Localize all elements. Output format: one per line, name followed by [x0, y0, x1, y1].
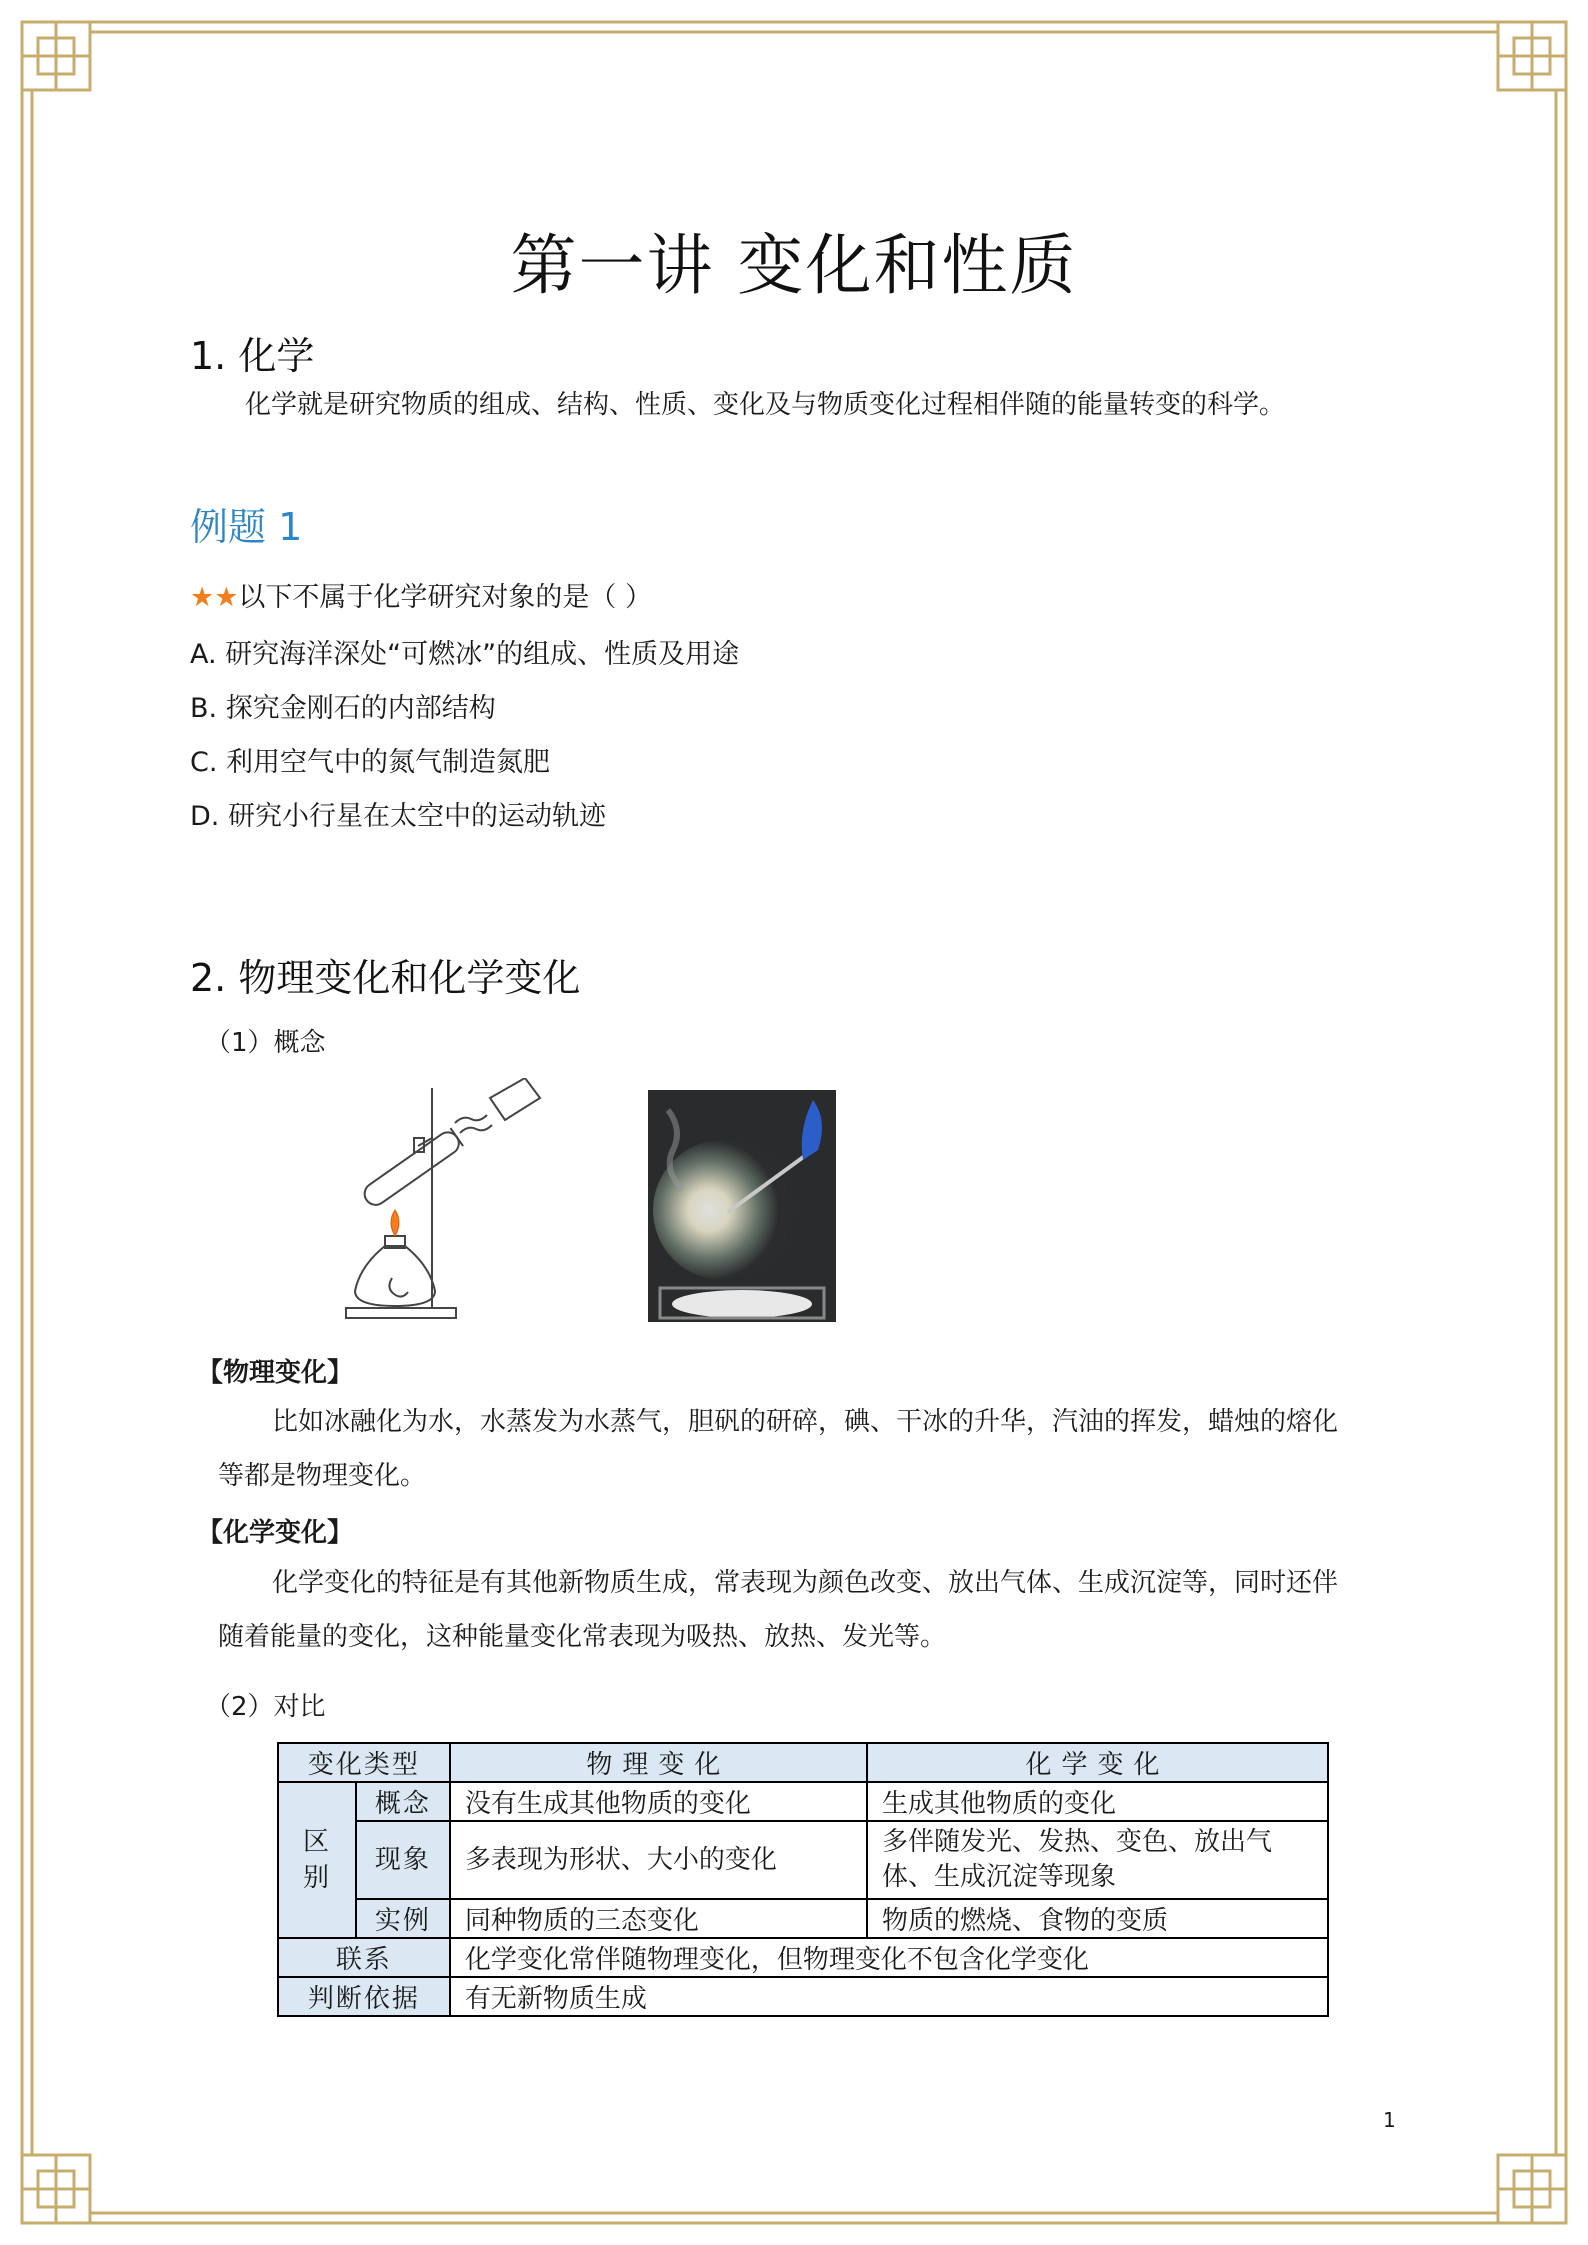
chemical-change-text-line1: 化学变化的特征是有其他新物质生成，常表现为颜色改变、放出气体、生成沉淀等，同时还伴	[272, 1568, 1339, 1598]
row-label-phenomenon: 现象	[356, 1821, 450, 1899]
example-heading: 例题 1	[190, 505, 303, 549]
cell-basis: 有无新物质生成	[450, 1977, 1328, 2016]
table-row	[278, 1938, 1328, 1977]
page-number: 1	[1383, 2108, 1396, 2132]
difficulty-stars: ★★	[190, 582, 239, 613]
chemical-change-label: 【化学变化】	[197, 1518, 354, 1548]
chemical-phenomenon-line1: 多伴随发光、发热、变色、放出气	[881, 1827, 1272, 1857]
example-question	[190, 578, 652, 618]
group-label-line1: 区	[302, 1827, 331, 1857]
comparison-table	[277, 1742, 1329, 2017]
cell-physical-phenomenon: 多表现为形状、大小的变化	[450, 1821, 867, 1899]
subsection-comparison: （2）对比	[205, 1692, 326, 1722]
table-row	[278, 1977, 1328, 2016]
subsection-concept: （1）概念	[205, 1028, 326, 1058]
header-type: 变化类型	[278, 1743, 450, 1782]
table-header-row	[278, 1743, 1328, 1782]
chemical-change-text-line2: 随着能量的变化，这种能量变化常表现为吸热、放热、发光等。	[218, 1622, 947, 1652]
cell-physical-example: 同种物质的三态变化	[450, 1899, 867, 1938]
table-row	[278, 1899, 1328, 1938]
section-heading-chemistry: 1. 化学	[190, 334, 315, 378]
table-row	[278, 1782, 1328, 1821]
header-physical: 物理变化	[450, 1743, 867, 1782]
option-a: A. 研究海洋深处“可燃冰”的组成、性质及用途	[190, 639, 740, 670]
cell-physical-concept: 没有生成其他物质的变化	[450, 1782, 867, 1821]
cell-chemical-concept: 生成其他物质的变化	[867, 1782, 1328, 1821]
section-heading-changes: 2. 物理变化和化学变化	[190, 956, 581, 1000]
burning-magnesium-photo	[648, 1090, 836, 1322]
cell-relation: 化学变化常伴随物理变化，但物理变化不包含化学变化	[450, 1938, 1328, 1977]
physical-change-label: 【物理变化】	[197, 1358, 354, 1388]
physical-change-text-line1: 比如冰融化为水，水蒸发为水蒸气，胆矾的研碎，碘、干冰的升华，汽油的挥发，蜡烛的熔化	[272, 1407, 1339, 1437]
page-title: 第一讲 变化和性质	[510, 227, 1078, 304]
option-d: D. 研究小行星在太空中的运动轨迹	[190, 801, 606, 832]
question-text: 以下不属于化学研究对象的是（ ）	[238, 582, 653, 613]
difference-group-label	[278, 1782, 356, 1938]
heating-apparatus-illustration	[340, 1078, 550, 1323]
row-label-relation: 联系	[278, 1938, 450, 1977]
cell-chemical-phenomenon	[867, 1821, 1328, 1899]
row-label-concept: 概念	[356, 1782, 450, 1821]
header-chemical: 化学变化	[867, 1743, 1328, 1782]
table-row	[278, 1821, 1328, 1899]
group-label-line2: 别	[302, 1863, 331, 1893]
row-label-example: 实例	[356, 1899, 450, 1938]
physical-change-text-line2: 等都是物理变化。	[218, 1461, 427, 1491]
chemical-phenomenon-line2: 体、生成沉淀等现象	[881, 1862, 1116, 1892]
chemistry-definition: 化学就是研究物质的组成、结构、性质、变化及与物质变化过程相伴随的能量转变的科学。	[245, 390, 1286, 420]
cell-chemical-example: 物质的燃烧、食物的变质	[867, 1899, 1328, 1938]
option-c: C. 利用空气中的氮气制造氮肥	[190, 747, 551, 778]
option-b: B. 探究金刚石的内部结构	[190, 693, 496, 724]
row-label-basis: 判断依据	[278, 1977, 450, 2016]
